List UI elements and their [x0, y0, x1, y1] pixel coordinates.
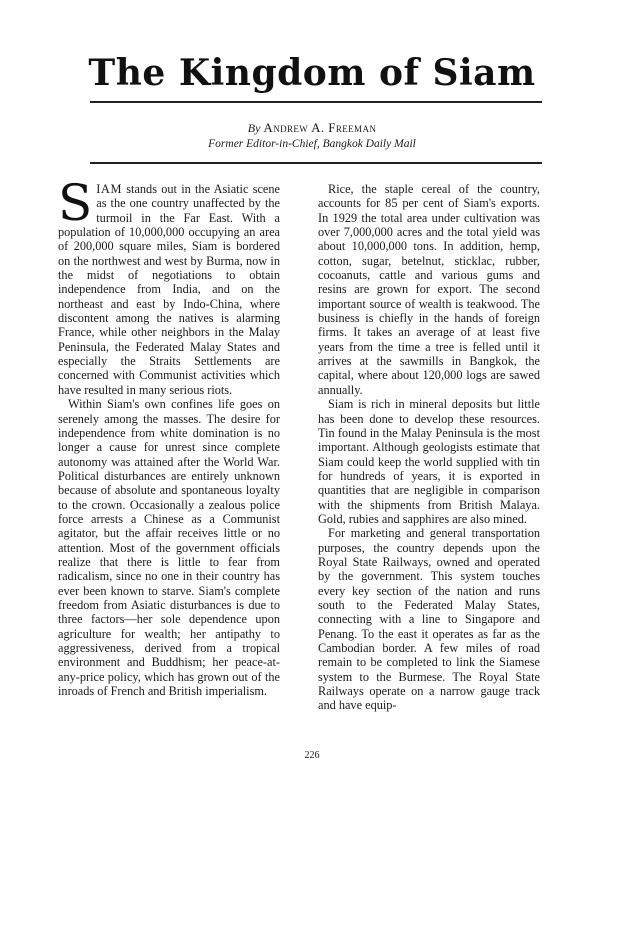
paragraph-2: Within Siam's own confines life goes on serenely among the masses. The desire for independence from white domination is no longer a cause for unrest since complete autonomy was attained after the World War. Political disturbances are entirely unknown because of absolute and spontaneous loyalty to the crown. Occasionally a zealous police force arrests a Chinese as a Communist agitator, but the affair receives little or no attention. Most of the government officials realize that there is little to fear from radicalism, since no one in their country has ever been known to starve. Siam's complete freedom from Asiatic disturbances is due to three factors—her sole dependence upon agriculture for wealth; her antipathy to aggressiveness, derived from a tropical environment and Buddhism; her peace-at-any-price policy, which has grown out of the inroads of French and British imperialism. [58, 397, 280, 699]
page-number: 226 [304, 750, 320, 761]
author-affiliation: Former Editor-in-Chief, Bangkok Daily Mail [208, 138, 416, 150]
paragraph-4: Siam is rich in mineral deposits but little has been done to develop these resources. Tin found in the Malay Peninsula is the most important. Although geologists estimate that Siam could keep the world supplied with tin for hundreds of years, it is exported in quantities that are negligible in comparison with the shipments from British Malaya. Gold, rubies and sapphires are also mined. [318, 397, 540, 526]
right-column [318, 182, 540, 713]
left-column [58, 174, 280, 699]
lead-words: IAM [96, 182, 122, 196]
paragraph-1 [58, 174, 280, 397]
bottom-rule [90, 162, 542, 164]
drop-cap: S [58, 174, 93, 232]
top-rule [90, 101, 542, 103]
byline [0, 120, 624, 136]
author-name: Andrew A. Freeman [263, 120, 377, 135]
paragraph-5: For marketing and general transportation purposes, the country depends upon the Royal State Railways, owned and operated by the government. This system touches every key section of the nation and runs south to the Federated Malay States, connecting with a line to Singapore and Penang. To the east it operates as far as the Cambodian border. A few miles of road remain to be completed to link the Siamese system to the Burmese. The Royal State Railways operate on a narrow gauge track and have equip- [318, 526, 540, 713]
byline-prefix: By [247, 121, 261, 135]
paragraph-3: Rice, the staple cereal of the country, accounts for 85 per cent of Siam's exports. In 1929 the total area under cultivation was over 7,000,000 acres and the total yield was about 10,000,000 tons. In addition, hemp, cotton, sugar, betelnut, sticklac, rubber, cocoanuts, cattle and various gums and resins are grown for export. The second important source of wealth is teakwood. The business is chiefly in the hands of foreign firms. It takes an average of at least five years from the time a tree is felled until it arrives at the sawmills in Bangkok, the capital, where about 120,000 logs are sawed annually. [318, 182, 540, 397]
paragraph-1-text: stands out in the Asiatic scene as the one country unaffected by the turmoil in the Far East. With a population of 10,000,000 occupying an area of 200,000 square miles, Siam is bordered on the northwest and west by Burma, now in the midst of negotiations to obtain independence from India, and on the northeast and east by Indo-China, where discontent among the natives is alarming France, while other neighbors in the Malay Peninsula, the Federated Malay States and especially the Straits Settlements are concerned with Communist activities which have resulted in many serious riots. [58, 182, 280, 397]
article-title: The Kingdom of Siam [88, 52, 536, 94]
